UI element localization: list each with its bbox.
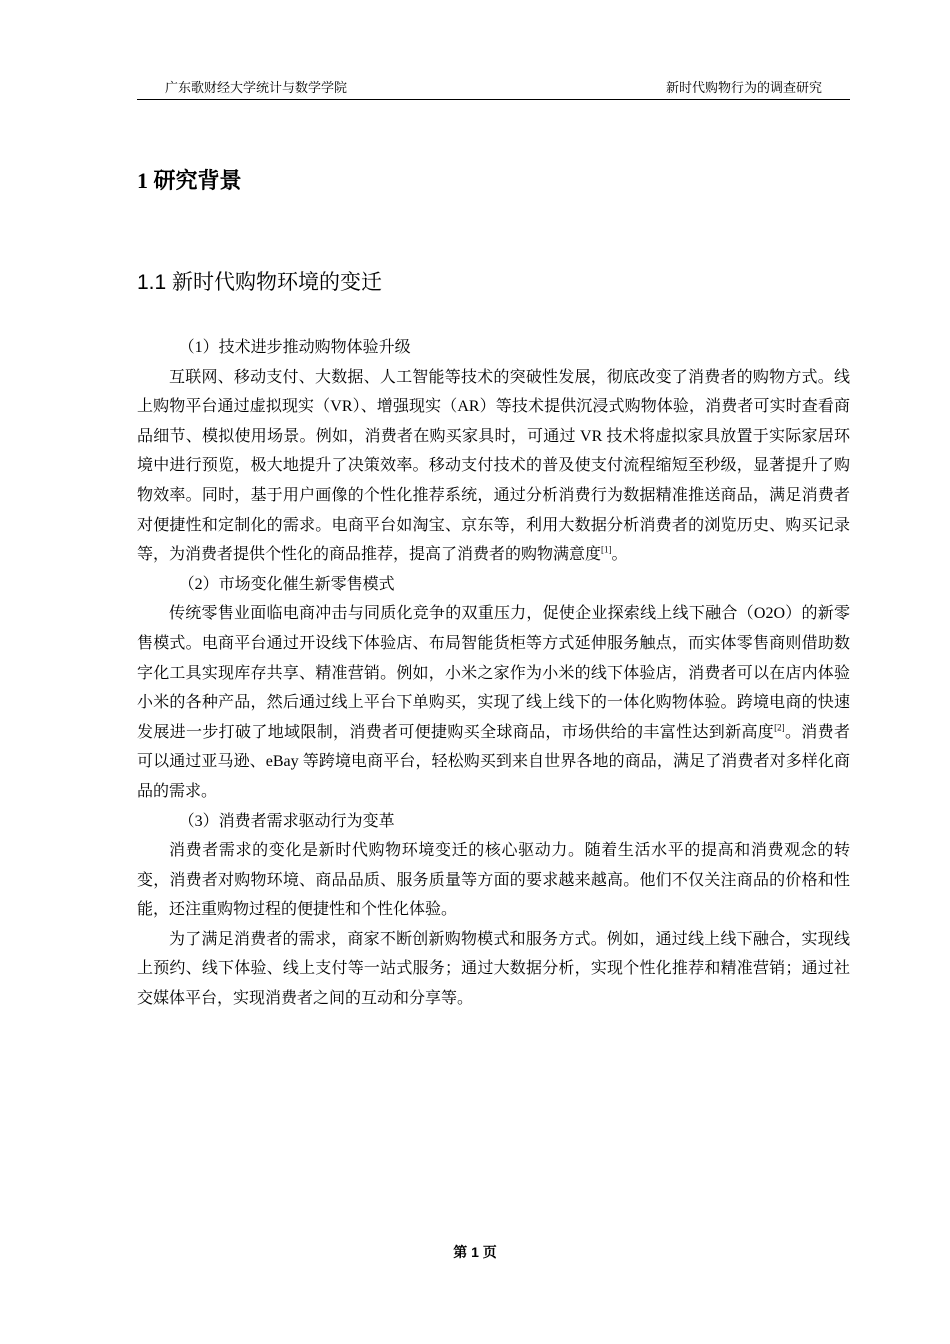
header-divider: [137, 99, 850, 100]
paragraph-tail: 。: [611, 546, 628, 564]
header-document-title: 新时代购物行为的调查研究: [665, 80, 822, 95]
header-institution: 广东歌财经大学统计与数学学院: [165, 80, 348, 95]
chapter-title: 1 研究背景: [137, 168, 242, 193]
section-title: 1.1 新时代购物环境的变迁: [137, 271, 383, 294]
citation-ref-1: [1]: [601, 544, 612, 555]
paragraph-text: 传统零售业面临电商冲击与同质化竞争的双重压力，促使企业探索线上线下融合（O2O）的新零售模式。电商平台通过开设线下体验店、布局智能货柜等方式延伸服务触点，而实体零售商则借助数字化工具实现库存共享、精准营销。例如，小米之家作为小米的线下体验店，消费者可以在店内体验小米的各种产品，然后通过线上平台下单购买，实现了线上线下的一体化购物体验。跨境电商的快速发展进一步打破了地域限制，消费者可便捷购买全球商品，市场供给的丰富性达到新高度: [137, 605, 850, 741]
paragraph-innovation: 为了满足消费者的需求，商家不断创新购物模式和服务方式。例如，通过线上线下融合，实现线上预约、线下体验、线上支付等一站式服务；通过大数据分析，实现个性化推荐和精准营销；通过社交媒体平台，实现消费者之间的互动和分享等。: [137, 930, 850, 1008]
page-number: 第 1 页: [453, 1244, 497, 1260]
subheading-market: （2）市场变化催生新零售模式: [178, 575, 395, 593]
subheading-consumer: （3）消费者需求驱动行为变革: [178, 812, 395, 830]
paragraph-consumer-demand: 消费者需求的变化是新时代购物环境变迁的核心驱动力。随着生活水平的提高和消费观念的转变，消费者对购物环境、商品品质、服务质量等方面的要求越来越高。他们不仅关注商品的价格和性能，还注重购物过程的便捷性和个性化体验。: [137, 842, 850, 919]
paragraph-market: [137, 599, 850, 806]
paragraph-text: 互联网、移动支付、大数据、人工智能等技术的突破性发展，彻底改变了消费者的购物方式。线上购物平台通过虚拟现实（VR）、增强现实（AR）等技术提供沉浸式购物体验，消费者可实时查看商品细节、模拟使用场景。例如，消费者在购买家具时，可通过 VR 技术将虚拟家具放置于实际家居环境中进行预览，极大地提升了决策效率。移动支付技术的普及使支付流程缩短至秒级，显著提升了购物效率。同时，基于用户画像的个性化推荐系统，通过分析消费行为数据精准推送商品，满足消费者对便捷性和定制化的需求。电商平台如淘宝、京东等，利用大数据分析消费者的浏览历史、购买记录等，为消费者提供个性化的商品推荐，提高了消费者的购物满意度: [137, 368, 850, 564]
body-content: [137, 333, 850, 1014]
citation-ref-2: [2]: [774, 722, 785, 733]
paragraph-tail: 。消费者可以通过亚马逊、eBay 等跨境电商平台，轻松购买到来自世界各地的商品，满足了消费者对多样化商品的需求。: [137, 723, 850, 800]
subheading-technology: （1）技术进步推动购物体验升级: [178, 339, 411, 356]
paragraph-technology: [137, 363, 850, 570]
